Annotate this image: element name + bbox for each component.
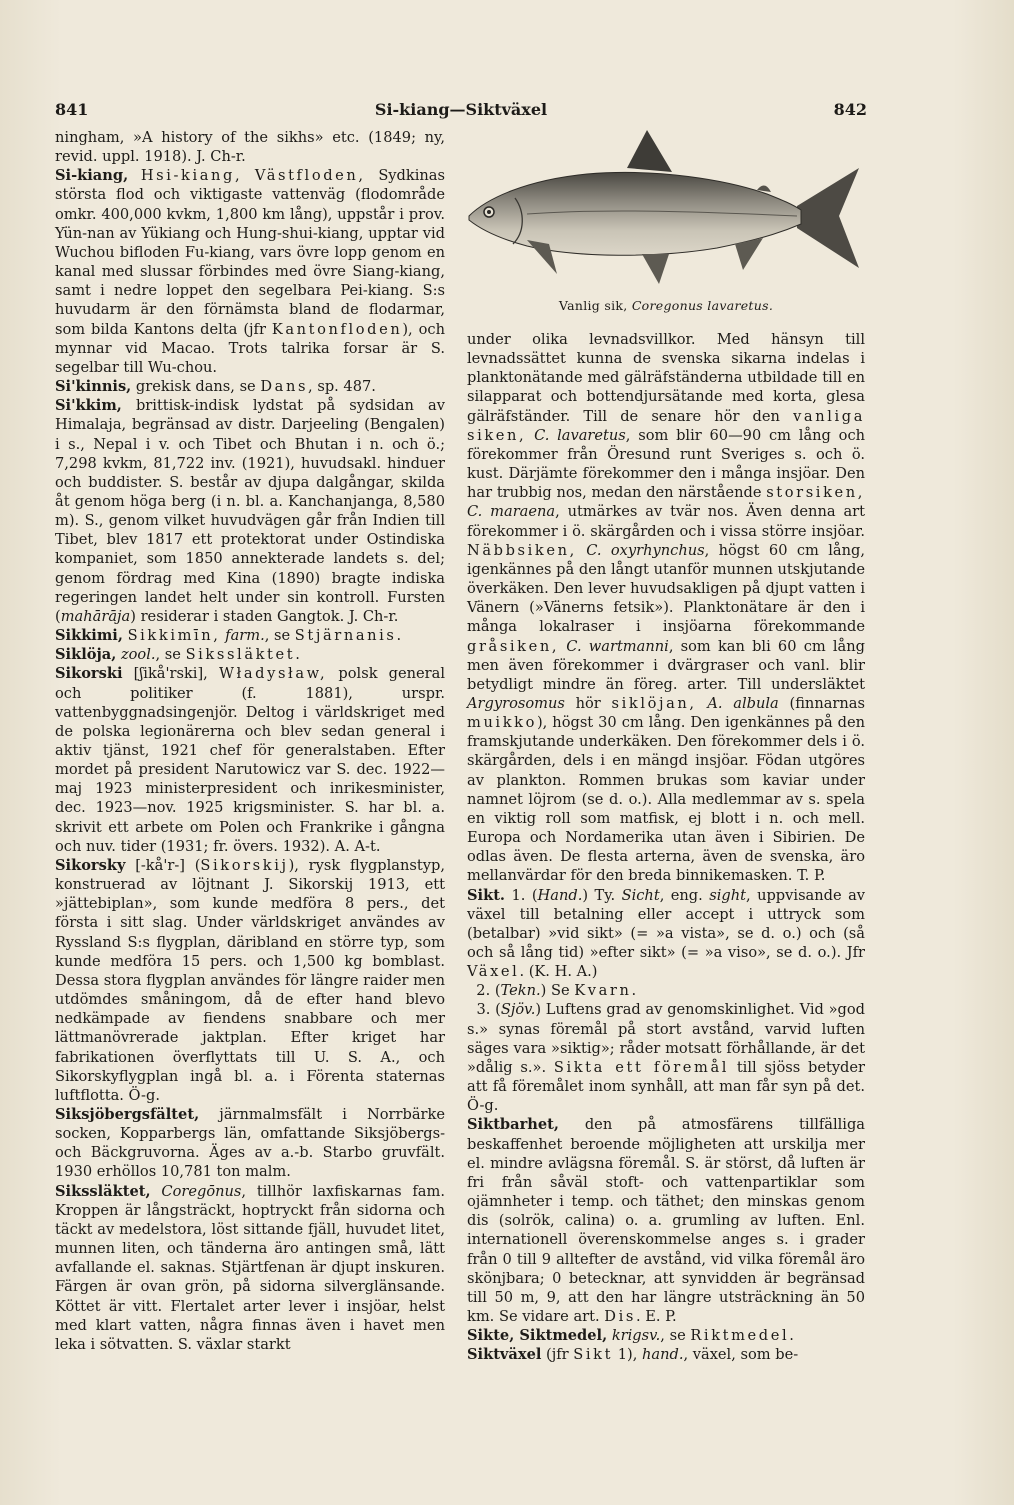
entry-sikt: Sikt. 1. (Hand.) Ty. Sicht, eng. sight, uppvisande av växel till betalning eller accept i uttryck som (betalbar) »vid sikt» (= »a vista», se d. o.) och (så och så lång tid) »efter sikt» (= »a viso», se d. o.). Jfr Växel. (K. H. A.)	[467, 886, 866, 981]
right-column	[467, 330, 865, 1364]
figure-caption: Vanlig sik, Coregonus lavaretus.	[558, 298, 774, 313]
headword: Sikte, Siktmedel,	[467, 1327, 608, 1345]
headword: Siksjöbergsfältet,	[55, 1105, 200, 1123]
entry-sikt-2: 2. (Tekn.) Se Kvarn.	[476, 982, 637, 1000]
entry-siktbarhet: Siktbarhet, den på atmosfärens tillfälliga beskaffenhet beroende möjligheten att urskilja mer el. mindre avlägsna föremål. S. är störst, då luften är fri från såväl stoft- och vattenpartiklar som ojämnheter i temp. och täthet; den minskas genom dis (solrök, calina) o. a. grumling av luften. Enl. internationell överenskommelse anges s. i grader från 0 till 9 alltefter de avstånd, vid vilka föremål äro skönjbara; 0 betecknar, att synvidden är begränsad till 50 m, 9, att den har längre utsträckning än 50 km. Se vidare art. Dis. E. P.	[467, 1116, 866, 1325]
headword: Sikt.	[467, 886, 506, 904]
whitefish-drawing	[467, 128, 865, 298]
entry-si-kiang: Si-kiang, Hsi-kiang, Västfloden, Sydkinas största flod och viktigaste vattenväg (flodområde omkr. 400,000 kvkm, 1,800 km lång), uppstår i prov. Yün-nan av Yükiang och Hung-shui-kiang, upptar vid Wuchou bifloden Fu-kiang, vars övre lopp genom en kanal med slussar förbindes med övre Siang-kiang, samt i nedre loppet den segelbara Pei-kiang. S:s huvudarm är den förnämsta bland de flodarmar, som bilda Kantons delta (jfr Kantonfloden), och mynnar vid Macao. Trots talrika forsar är S. segelbar till Wu-chou.	[55, 167, 445, 376]
entry-sikte: Sikte, Siktmedel, krigsv., se Riktmedel.	[467, 1327, 794, 1345]
page-number-right: 842	[833, 100, 867, 119]
headword: Siktbarhet,	[467, 1116, 560, 1134]
headword: Sikkimi,	[55, 627, 123, 645]
entry-sikt-3: 3. (Sjöv.) Luftens grad av genomskinlighet. Vid »god s.» synas föremål på stort avstånd, varvid luften säges vara »siktig»; råder motsatt förhållande, är det »dålig s.». Sikta ett föremål till sjöss betyder att få föremålet inom synhåll, att man får syn på det. Ö-g.	[467, 1001, 866, 1115]
entry-sikslaktet: Sikssläktet, Coregōnus, tillhör laxfiskarnas fam. Kroppen är långsträckt, hoptryckt från sidorna och täckt av medelstora, löst sittande fjäll, huvudet litet, munnen liten, och tänderna äro antingen små, lätt avfallande el. saknas. Stjärtfenan är djupt inskuren. Färgen är ovan grön, på sidorna silverglänsande. Köttet är vitt. Flertalet arter lever i insjöar, helst med klart vatten, några finnas även i havet men leka i sötvatten. S. växlar starkt	[55, 1182, 445, 1353]
headword: Si'kinnis,	[55, 378, 132, 396]
headword: Sikorski	[55, 665, 123, 683]
headword: Si-kiang,	[55, 167, 129, 185]
entry-siktvaxel: Siktväxel (jfr Sikt 1), hand., växel, som be-	[467, 1346, 799, 1364]
entry-siklojan: Siklöja, zool., se Sikssläktet.	[55, 646, 300, 664]
running-title: Si-kiang—Siktväxel	[374, 100, 548, 119]
page-number-left: 841	[55, 100, 89, 119]
headword: Sikorsky	[55, 856, 126, 874]
entry-sikkim: Si'kkim, brittisk-indisk lydstat på sydsidan av Himalaja, begränsad av distr. Darjeeling (Bengalen) i s., Nepal i v. och Tibet och Bhutan i n. och ö.; 7,298 kvkm, 81,722 inv. (1921), huvudsakl. hinduer och buddister. S. består av djupa dalgångar, skilda åt genom höga berg (i n. bl. a. Kanchanjanga, 8,580 m). S., genom vilket huvudvägen går från Indien till Tibet, blev 1817 ett protektorat under Ostindiska kompaniet, som 1850 annekterade landets s. del; genom fördrag med Kina (1890) bragte indiska regeringen landet helt under sin kontroll. Fursten (mahārāja) residerar i staden Gangtok. J. Ch-r.	[55, 397, 445, 625]
page-header	[55, 100, 867, 126]
entry-siksjobergsfaltet: Siksjöbergsfältet, järnmalmsfält i Norrbärke socken, Kopparbergs län, omfattande Siksjöbergs- och Bäckgruvorna. Äges av a.-b. Starbo gruvfält. 1930 erhöllos 10,781 ton malm.	[55, 1105, 445, 1181]
headword: Siklöja,	[55, 646, 117, 664]
headword: Sikssläktet,	[55, 1182, 151, 1200]
headword: Siktväxel	[467, 1346, 542, 1364]
entry-sikorsky: Sikorsky [-kå'r-] (Sikorskij), rysk flygplanstyp, konstruerad av löjtnant J. Sikorskij 1913, ett »jättebiplan», som kunde medföra 8 pers., det första i sitt slag. Under världskriget användes av Ryssland S:s flygplan, däribland en större typ, som kunde medföra 15 pers. och 1,500 kg bomblast. Dessa stora flygplan användes för längre raider men utdömdes småningom, då de efter hand blevo nedkämpade av fiendens snabbare och mer lättmanövrerade jaktplan. Efter kriget har fabrikationen överflyttats till U. S. A., och Sikorskyflygplan ingå bl. a. i Förenta staternas luftflotta. Ö-g.	[55, 856, 445, 1104]
left-column	[55, 128, 445, 1354]
entry-sikorski: Sikorski [ʃikå'rski], Władysław, polsk general och politiker (f. 1881), urspr. vattenbyggnadsingenjör. Deltog i världskriget med de polska legionärerna och blev sedan general i aktiv tjänst, 1921 chef för generalstaben. Efter mordet på president Narutowicz var S. dec. 1922—maj 1923 ministerpresident och inrikesminister, dec. 1923—nov. 1925 krigsminister. S. har bl. a. skrivit ett arbete om Polen och Frankrike i gångna och nuv. tider (1931; fr. övers. 1932). A. A-t.	[55, 665, 446, 855]
entry-sikslaktet-continued: under olika levnadsvillkor. Med hänsyn till levnadssättet kunna de svenska sikarna indelas i planktonätande med gälräfständerna utbildade till en silapparat och bottendjursätande med korta, glesa gälräfständer. Till de senare hör den vanliga siken, C. lavaretus, som blir 60—90 cm lång och förekommer från Öresund runt Sveriges s. och ö. kust. Därjämte förekommer den i många insjöar. Den har trubbig nos, medan den närstående storsiken, C. maraena, utmärkes av tvär nos. Även denna art förekommer i ö. skärgården och i vissa större insjöar. Näbbsiken, C. oxyrhynchus, högst 60 cm lång, igenkännes på den långt utanför munnen utskjutande överkäken. Den lever huvudsakligen på djupt vatten i Vänern (»Vänerns fetsik»). Planktonätare är den i många lokalraser i insjöarna förekommande gråsiken, C. wartmanni, som kan bli 60 cm lång men även förekommer i dvärgraser och vanl. blir betydligt mindre än föreg. arter. Till undersläktet Argyrosomus hör siklöjan, A. albula (finnarnas muikko), högst 30 cm lång. Den igenkännes på den framskjutande underkäken. Den förekommer dels i ö. skärgården, dels i en mängd insjöar. Födan utgöres av plankton. Rommen brukas som kaviar under namnet löjrom (se d. o.). Alla medlemmar av s. spela en viktig roll som matfisk, ej blott i n. och mell. Europa och Nordamerika utan även i Sibirien. De odlas även. De flesta arterna, även de svenska, äro mellanvärdar för den breda binnikemasken. T. P.	[467, 331, 866, 885]
entry-continuation: ningham, »A history of the sikhs» etc. (1849; ny, revid. uppl. 1918). J. Ch-r.	[55, 129, 445, 166]
entry-sikkimi: Sikkimi, Sikkimīn, farm., se Stjärnanis.	[55, 627, 402, 645]
headword: Si'kkim,	[55, 397, 122, 415]
fish-illustration	[467, 128, 865, 318]
entry-sikinnis: Si'kinnis, grekisk dans, se Dans, sp. 487.	[55, 378, 376, 396]
